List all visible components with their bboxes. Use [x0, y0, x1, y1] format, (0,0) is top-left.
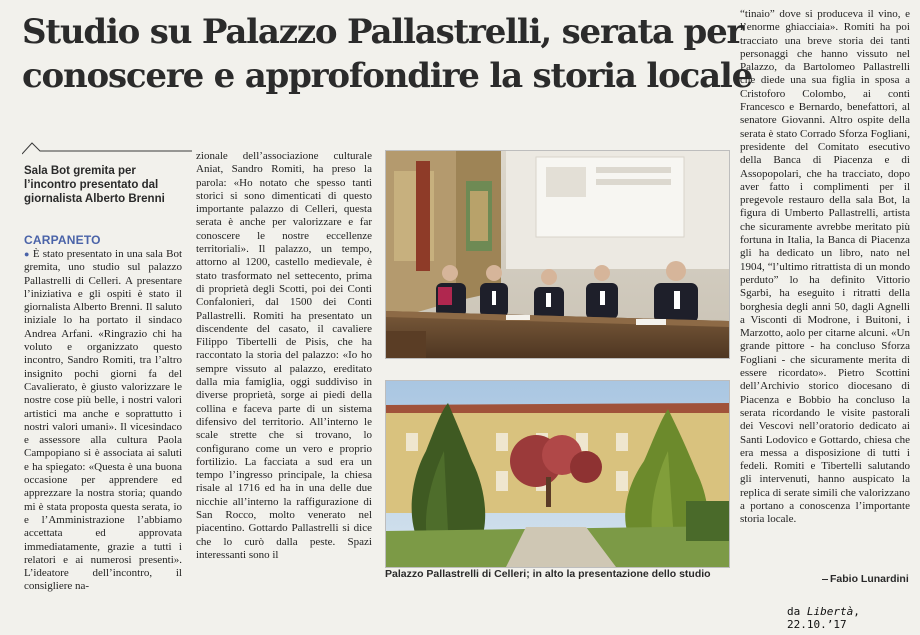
- headline-line-2: conoscere e approfondire la storia locale: [22, 56, 753, 96]
- byline-author: Fabio Lunardini: [830, 573, 909, 585]
- presentation-photo: [385, 150, 730, 359]
- headline: [22, 10, 753, 98]
- article-column-3: [740, 8, 910, 527]
- palazzo-photo-image: [386, 381, 729, 567]
- headline-line-1: Studio su Palazzo Pallastrelli, serata per: [22, 12, 744, 52]
- column-1-text: È stato presentato in una sala Bot gremita, uno studio sul palazzo Pallastrelli di Celleri. A presentare l’iniziativa e gli ospiti è stato il giornalista Alberto Brenni. Il saluto iniziale lo ha portato il sindaco Andrea Arfani. «Ringrazio chi ha voluto e organizzato questo incontro, Sandro Romiti, tra l’altro insignito pochi giorni fa del Cavalierato, è giusto valorizzare le nostre cose più belle, i nostri valori artistici ma anche e soprattutto i nostri valori umani». Il vicesindaco e assessore alla cultura Paola Campopiano si è associata ai saluti e ha spiegato: «Questa è una buona occasione per apprendere ed apprezzare la nostra storia; quando mi è stata proposta questa serata, io e l’Amministrazione l’abbiamo accettata ed approvata immediatamente, grazie a tutti i relatori e ai numerosi presenti». L’ideatore dell’incontro, il consigliere na-: [24, 248, 182, 593]
- source-prefix: da: [787, 605, 801, 618]
- palazzo-photo: [385, 380, 730, 568]
- source-publication: Libertà: [806, 605, 854, 618]
- article-column-2: [196, 150, 372, 562]
- dateline: CARPANETO: [24, 233, 101, 247]
- source-date: , 22.10.’17: [787, 605, 860, 631]
- presentation-photo-image: [386, 151, 729, 358]
- source-note: [787, 605, 920, 631]
- decorative-rule: [22, 141, 192, 155]
- column-2-text: zionale dell’associazione culturale Aniat, Sandro Romiti, ha preso la parola: «Ho notato che spesso tanti storici si sono dimenticati di questo importante palazzo di Celleri, questa serata è anche per valorizzare e far conoscere le nostre eccellenze territoriali». Il palazzo, un tempo, attorno al 1200, castello medievale, è stato trasformato nel settecento, prima di proprietà degli Scotti, poi dei Conti Confalonieri, dal 1500 dei Conti Pallastrelli. Romiti ha presentato un discendente del casato, il cavaliere Filippo Tibertelli de Pisis, che ha raccontato la storia del palazzo: «Io ho sempre vissuto al palazzo, ereditato dalla mia famiglia, oggi suddiviso in diverse proprietà, sorge ai piedi della collina e faceva parte di un sistema difensivo del territorio. All’interno le scale strette che si trovano, lo configurano come un vero e proprio fortilizio. La facciata a sud era un tempo l’ingresso principale, la chiesa risale al 1716 ed ha in una delle due nicchie all’interno la raffigurazione di San Rocco, molto venerato nel piacentino. Gottardo Pallastrelli si dice che lo curò dalla peste. Spazi interessanti sono il: [196, 150, 372, 561]
- sub-heading: Sala Bot gremita per l’incontro presentato dal giornalista Alberto Brenni: [24, 165, 165, 205]
- bullet-icon: ●: [24, 249, 30, 259]
- article-column-1: [24, 248, 182, 594]
- column-3-text: “tinaio” dove si produceva il vino, e l’enorme ghiacciaia». Romiti ha poi tracciato una breve storia dei tanti personaggi che hanno vissuto nel Palazzo, da Bartolomeo Pallastrelli che diede una sua figlia in sposa a Cristoforo Colombo, ai conti Francesco e Bernardo, benefattori, al senatore Giovanni. Altro ospite della serata è stato Corrado Sforza Fogliani, presidente del Comitato esecutivo della Banca di Piacenza e di Assopopolari, che ha tracciato, dopo aver fatto i complimenti per il pregevole restauro della sala Bot, la figura di Umberto Pallastrelli, artista che sicuramente avrebbe meritato più fortuna in Italia, la Banca di Piacenza gli ha dedicato un libro, nato nel 1904, “l’ultimo ritrattista di un mondo perduto” lo ha definito Vittorio Sgarbi, ha eseguito i ritratti della borghesia degli anni 50, dagli Agnelli a Visconti di Modrone, i Buitoni, i Marzotto, aolo per citarne alcuni. «Un grande pittore - ha concluso Sforza Fogliani - che sicuramente merita di essere ricordato». Pietro Scottini dell’Archivio storico diocesano di Piacenza e Bobbio ha concluso la serata ricordando le visite pastorali dei Vescovi nell’oratorio dedicato ai Santi Lodovico e Gottardo, chiesa che era messa a disposizione di tutti i fedeli. Romiti e Tibertelli salutando gli intervenuti, hanno auspicato la replica di serate simili che valorizzano a portano a conoscenza l’importante storia locale.: [740, 8, 910, 526]
- byline-dash: [822, 579, 828, 580]
- byline: [822, 573, 909, 585]
- photo-caption: Palazzo Pallastrelli di Celleri; in alto la presentazione dello studio: [385, 568, 711, 580]
